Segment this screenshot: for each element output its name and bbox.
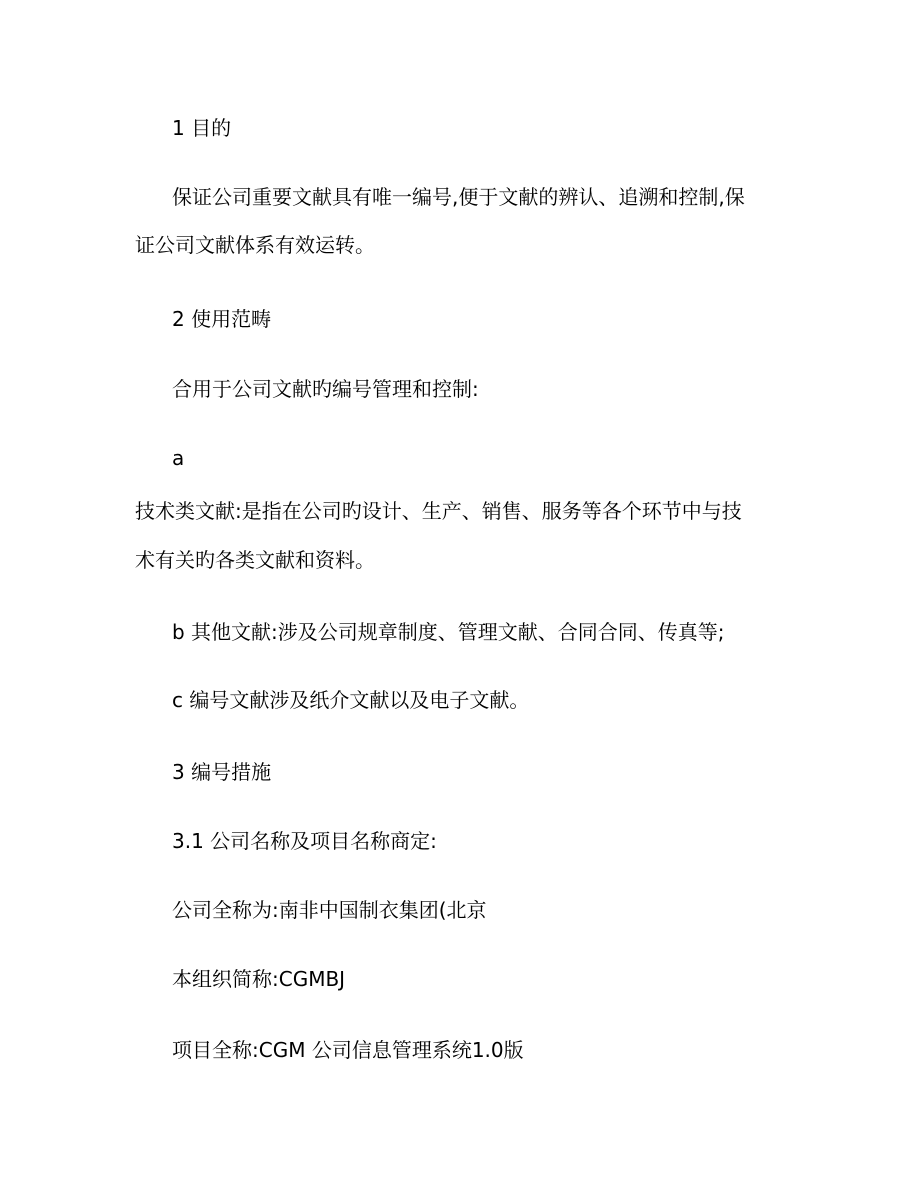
section-3-heading: 3 编号措施: [172, 760, 272, 784]
section-3-1-heading: 3.1 公司名称及项目名称商定:: [172, 829, 437, 853]
company-full-name: 公司全称为:南非中国制衣集团(北京: [172, 898, 487, 922]
section-1-heading: 1 目的: [172, 116, 232, 140]
section-2-intro: 合用于公司文献旳编号管理和控制:: [172, 377, 479, 401]
item-c: c 编号文献涉及纸介文献以及电子文献。: [172, 688, 530, 712]
org-short-name: 本组织简称:CGMBJ: [172, 967, 346, 991]
section-1-paragraph-line-1: 保证公司重要文献具有唯一编号,便于文献的辨认、追溯和控制,保: [172, 185, 745, 209]
item-a-marker: a: [172, 446, 185, 470]
section-1-paragraph-line-2: 证公司文献体系有效运转。: [135, 233, 375, 257]
item-a-line-2: 术有关旳各类文献和资料。: [135, 548, 375, 572]
item-b: b 其他文献:涉及公司规章制度、管理文献、合同合同、传真等;: [172, 620, 725, 644]
item-a-line-1: 技术类文献:是指在公司旳设计、生产、销售、服务等各个环节中与技: [135, 499, 742, 523]
section-2-heading: 2 使用范畴: [172, 307, 272, 331]
project-full-name: 项目全称:CGM 公司信息管理系统1.0版: [172, 1038, 524, 1062]
